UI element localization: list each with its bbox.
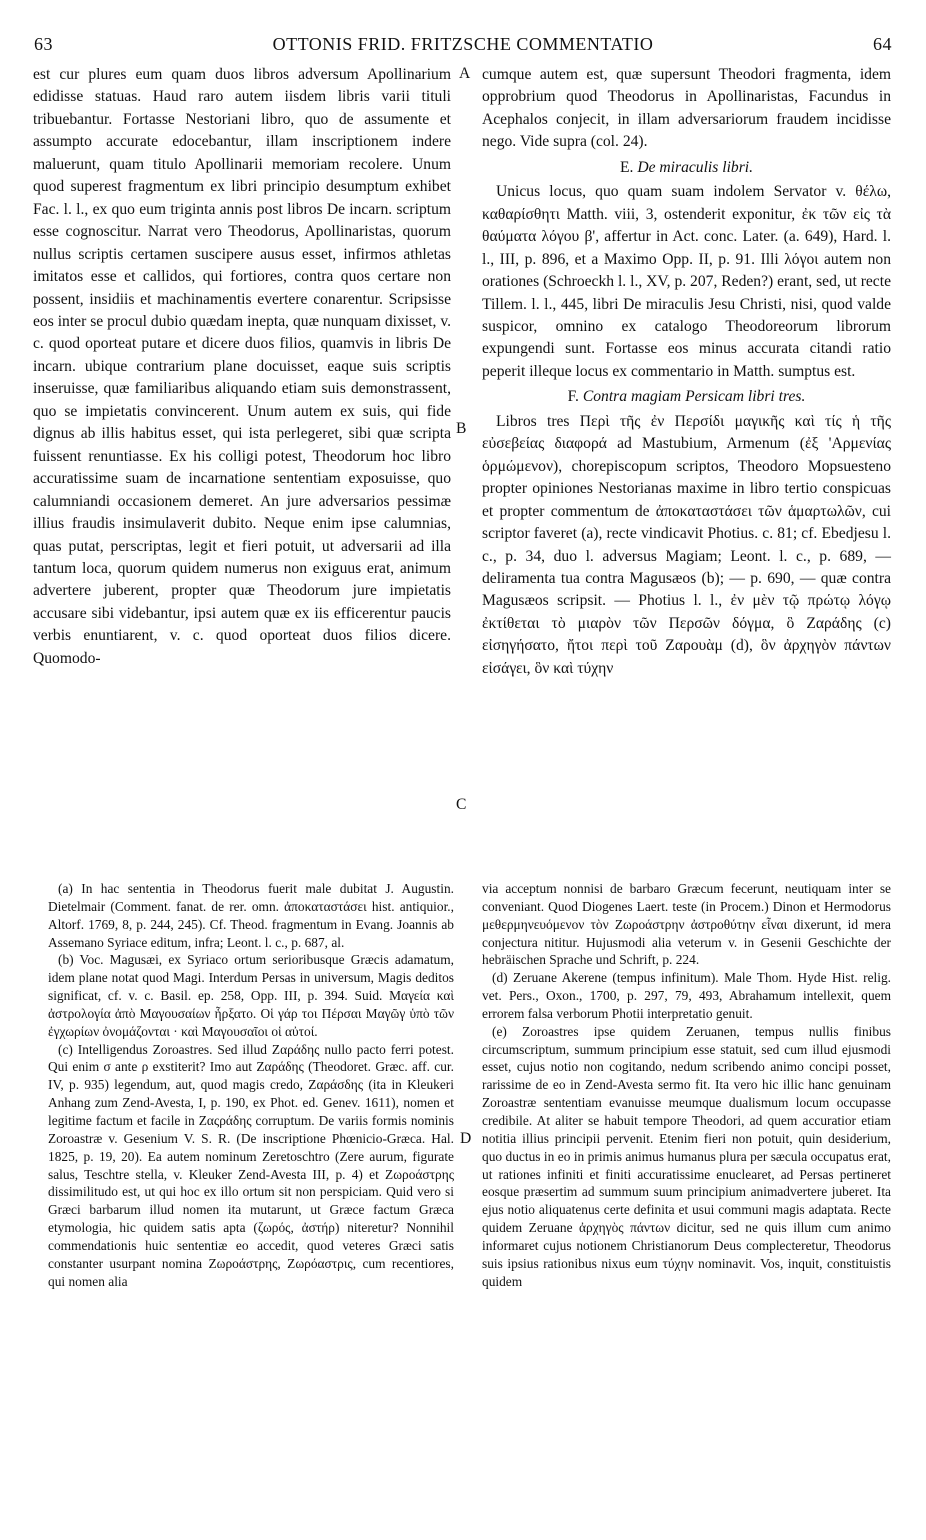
running-header: [34, 34, 892, 58]
main-left-paragraph: est cur plures eum quam duos libros adversum Apollinarium edidisse statuas. Haud raro autem iisdem libris varii tituli tribuebantur. Fortasse Nestoriani libro, quo de assumente et assumpto accurate edocebantur, illam inscriptionem indere maluerunt, quam titulo Apollinarii memoriam recolere. Unum quod superest fragmentum ex libri principio desumptum exhibet Fac. l. l., ex quo eum triginta annis post libros De incarn. scriptum esse cognoscitur. Narrat vero Theodorus, Apollinaristas, quorum nullus scriptis certamen suscipere ausus esset, infirmos athletas imitatos esse et callidos, qui fortiores, contra quos certare non possent, insidiis et machinamentis evertere conarentur. Scripsisse eos inter se procul dubio quædam inepta, quæ nunquam dixisset, v. c. quod oporteat putare et dicere duos filios, quamvis in libris De incarn. ubique contrarium plane docuisset, eaque suis scriptis inseruisse, quæ familiaribus aliquando etiam suis demonstrassent, quo se impietatis convincerent. Unum autem ex suis, qui fide dignus ab illis habitus esset, qui ista perlegeret, sibi quæ scripta fuissent renuntiasse. Ex his colligi potest, Theodorum hoc libro accuratissime suam de incarnatione sententiam exposuisse, quo calumniandi occasionem demeret. An jure adversarios pessimæ illius fraudis insimulaverit dubito. Neque enim ipse calumnias, quas putat, perscriptas, legit et fieri potuit, ut adversarii ad illa tantum loca, quorum quidem numerus non exiguus erat, animum advertere juberent, propter quæ Theodorum jure impietatis accusare sibi videbantur, ipsi autem quæ ex iis efficerentur paucis verbis enuntiarent, v. c. quod oporteat duos filios dicere. Quomodo-: [33, 66, 451, 667]
margin-marker-a: A: [459, 65, 471, 82]
main-text-right-column: [482, 64, 891, 680]
right-page-number: 64: [873, 34, 892, 54]
margin-marker-c: C: [456, 796, 467, 813]
section-letter-f: F.: [567, 388, 579, 406]
main-right-paragraph-2: Unicus locus, quo quam suam indolem Servator v. θέλω, καθαρίσθητι Matth. viii, 3, ostenderit exponitur, ἐκ τῶν εἰς τὰ θαύματα λόγου β', affertur in Act. conc. Later. (a. 649), Hard. l. l., III, p. 896, et a Maximo Opp. II, p. 91. Illi λόγοι autem non orationes (Schroeckh l. l., XV, p. 207, Reden?) erant, sed, ut recte Tillem. l. l., 445, libri De miraculis Jesu Christi, nisi, quod valde suspicor, omnino ex catalogo Theodoreorum librorum expungendi sunt. Fortasse eos minus accurata citandi ratio peperit illeque locus ex commentario in Matth. sumptus est.: [482, 183, 891, 380]
footnote-c: (c) Intelligendus Zoroastres. Sed illud Ζαράδης nullo pacto ferri potest. Qui enim σ ante ρ exstiterit? Imo aut Ζαράδης (Theodoret. Græc. aff. cur. IV, p. 935) legendum, aut, quod magis credo, Ζαράσδης (ita in Kleukeri Anhang zum Zend-Avesta, I, p. 190, ex Phot. ed. Genev. 1611), nomen et legitime factum et facile in Ζαςράδης corruptum. De variis formis nominis Zoroastræ v. Gesenium V. S. R. (De inscriptione Phœnicio-Græca. Hal. 1825, p. 19, 20). Ea autem nominum Zeretoschtro (Zere aurum, figurate salus, Teschtre stella, v. Kleuker Zend-Avesta III, p. 4) et Ζωροάστρης dissimilitudo est, ut qui hoc ex illo ortum sit non perspiciam. Quid vero si Græci barbarum illud nomen ita mutarunt, ut Græce factum Græca etymologia, hic quidem satis apta (ζωρός, ἀστήρ) niteretur? Nonnihil commendationis huic sententiæ eo accedit, quod veteres Græci satis constanter usurpant nomina Ζωροάστρης, Ζωρόαστρις, cum recentiores, qui nomen alia: [48, 1041, 454, 1289]
running-title: OTTONIS FRID. FRITZSCHE COMMENTATIO: [272, 34, 654, 54]
section-heading-f: [482, 386, 891, 408]
footnote-b: (b) Voc. Magusæi, ex Syriaco ortum serioribusque Græcis adamatum, idem plane notat quod Magi. Interdum Persas in universum, Magis deditos significat, cf. v. c. Basil. ep. 258, Opp. III, p. 394. Suid. Μαγεία καὶ ἀστρολογία ἀπὸ Μαγουσαίων ἦρξατο. Οἱ γάρ τοι Πέρσαι Μαγῶγ ὑπὸ τῶν ἐγχωρίων ὀνομάζονται · καὶ Μαγουσαῖοι οἱ αὐτοί.: [48, 952, 454, 1039]
footnote-d: (d) Zeruane Akerene (tempus infinitum). Male Thom. Hyde Hist. relig. vet. Pers., Oxon., 1700, p. 297, 79, 493, Abrahamum intellexit, quem errorem falsa verborum Photii interpretatio genuit.: [482, 970, 891, 1021]
section-title-f: Contra magiam Persicam libri tres.: [582, 388, 806, 406]
margin-marker-d: D: [460, 1130, 472, 1147]
main-text-left-column: [33, 64, 451, 670]
footnotes-right-column: [482, 880, 891, 1290]
margin-marker-b: B: [456, 420, 467, 437]
main-right-paragraph-1: cumque autem est, quæ supersunt Theodori fragmenta, idem opprobrium quod Theodorus in Apollinaristas, Facundus in Acephalos conjecit, in illam adversariorum fraudem incidisse nego. Vide supra (col. 24).: [482, 66, 891, 151]
section-letter-e: E.: [620, 158, 634, 176]
footnote-e: (e) Zoroastres ipse quidem Zeruanen, tempus nullis finibus circumscriptum, summum principium esse statuit, sed cum illud ejusmodi esset, cujus notio non cogitando, nedum scribendo animo concipi posset, rarissime de eo in Zend-Avesta sermo fit. Ita vero hic illic hanc genuinam Zoroastræ sententiam evanuisse meumque dualismum locum occupasse credibile. At aliter se habuit tempore Theodori, ad quem accuratior etiam notitia illius principii pervenit. Etenim fieri non potuit, quin desiderium, quo ductus in eo in primis animus humanus plura per sæcula occupatus erat, ut rationes infiniti et finiti accuratissime enuclearet, ad Persas pertineret eosque præsertim ad summum suum principium animadvertere juberet. Ita ejus notio aliquatenus certe definita et usui communi magis adaptata. Recte quidem Zeruane ἀρχηγὸς πάντων dicitur, sed ne quis illum cum animo informaret cujus notionem Christianorum Deus complecteretur, Theodorus suis ipsius rationibus nixus eum τύχην nominavit. Vos, inquit, constituistis quidem: [482, 1023, 891, 1289]
left-page-number: 63: [34, 34, 53, 54]
main-right-paragraph-3: Libros tres Περὶ τῆς ἐν Περσίδι μαγικῆς καὶ τίς ἡ τῆς εὐσεβείας διαφορά ad Mastubium, Armenum (ἐξ 'Αρμενίας ὁρμώμενον), chorepiscopum scriptos, Theodoro Mopsuesteno propter opiniones Nestorianas maxime in libro tertio conspicuas et propter commentum de ἀποκαταστάσει τῶν ἁμαρτωλῶν, cui scriptor faveret (a), recte vindicavit Photius. c. 81; cf. Ebedjesu l. c., p. 34, duo l. adversus Magiam; Leont. l. c., p. 689, — deliramenta tua contra Magusæos (b); — p. 690, — quæ contra Magusæos scripsit. — Photius l. l., ἐν μὲν τῷ πρώτῳ λόγῳ ἐκτίθεται τὸ μιαρὸν τῶν Περσῶν δόγμα, ὃ Ζαράδης (c) εἰσηγήσατο, ἤτοι περὶ τοῦ Ζαρουὰμ (d), ὃν ἀρχηγὸν πάντων εἰσάγει, ὃν καὶ τύχην: [482, 412, 891, 677]
section-title-e: De miraculis libri.: [637, 158, 753, 176]
footnotes-left-column: [48, 880, 454, 1290]
section-heading-e: [482, 157, 891, 179]
footnote-continuation: via acceptum nonnisi de barbaro Græcum fecerunt, neutiquam inter se conveniant. Quod Diogenes Laert. teste (in Procem.) Dinon et Hermodorus μεθερμηνευόμενον τὸν Ζωροάστρην ἀστροθύτην εἶναι dixerunt, id mera conjectura nititur. Hujusmodi alia veterum v. in Gesenii Geschichte der hebräischen Sprache und Schrift, p. 224.: [482, 881, 891, 968]
footnote-a: (a) In hac sententia in Theodorus fuerit male dubitat J. Augustin. Dietelmair (Comment. fanat. de rer. omn. ἀποκαταστάσει hist. antiquior., Altorf. 1769, 8, p. 244, 245). Cf. Theod. fragmentum in Evang. Joannis ab Assemano Syriace editum, infra; Leont. l. c., p. 687, al.: [48, 881, 454, 950]
